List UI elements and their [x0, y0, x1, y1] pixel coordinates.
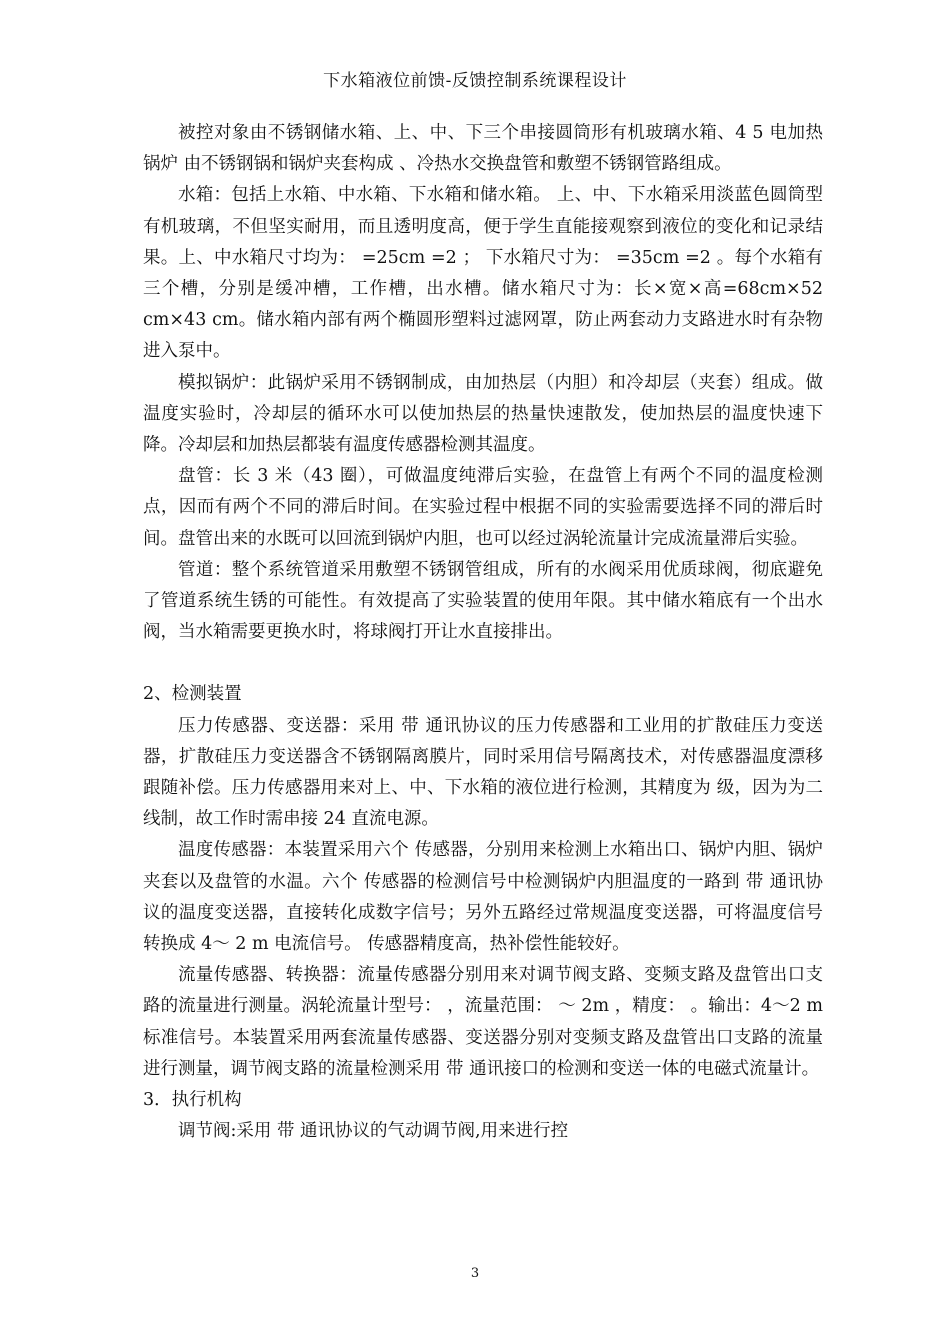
section-heading-actuator: 3．执行机构	[143, 1090, 242, 1111]
paragraph-boiler: 模拟锅炉：此锅炉采用不锈钢制成，由加热层（内胆）和冷却层（夹套）组成。做温度实验时，冷却层的循环水可以使加热层的热量快速散发，使加热层的温度快速下降。冷却层和加热层都装有温度传感器检测其温度。	[143, 372, 823, 456]
paragraph-water-tanks: 水箱：包括上水箱、中水箱、下水箱和储水箱。 上、中、下水箱采用淡蓝色圆筒型有机玻璃，不但坚实耐用，而且透明度高，便于学生直能接观察到液位的变化和记录结果。上、中水箱尺寸均为： =25cm =2 ； 下水箱尺寸为： =35cm =2 。每个水箱有三个槽，分别是缓冲槽，工作槽，出水槽。储水箱尺寸为：长×宽×高=68cm×52 cm×43 cm。储水箱内部有两个椭圆形塑料过滤网罩，防止两套动力支路进水时有杂物进入泵中。	[143, 185, 823, 362]
section-heading-detection: 2、检测装置	[143, 684, 242, 705]
paragraph-flow-sensor: 流量传感器、转换器：流量传感器分别用来对调节阀支路、变频支路及盘管出口支路的流量进行测量。涡轮流量计型号： ，流量范围： ～ 2m ，精度： 。输出：4～2 m 标准信号。本装置采用两套流量传感器、变送器分别对变频支路及盘管出口支路的流量进行测量，调节阀支路的流量检测采用 带 通讯接口的检测和变送一体的电磁式流量计。	[143, 965, 823, 1079]
paragraph-controlled-object: 被控对象由不锈钢储水箱、上、中、下三个串接圆筒形有机玻璃水箱、4 5 电加热锅炉 由不锈钢锅和锅炉夹套构成 、冷热水交换盘管和敷塑不锈钢管路组成。	[143, 123, 823, 175]
page-header: 下水箱液位前馈-反馈控制系统课程设计	[323, 71, 627, 91]
page-number: 3	[470, 1266, 480, 1281]
paragraph-pipes: 管道：整个系统管道采用敷塑不锈钢管组成，所有的水阀采用优质球阀，彻底避免了管道系统生锈的可能性。有效提高了实验装置的使用年限。其中储水箱底有一个出水阀，当水箱需要更换水时，将球阀打开让水直接排出。	[143, 559, 823, 643]
paragraph-coil: 盘管：长 3 米（43 圈），可做温度纯滞后实验，在盘管上有两个不同的温度检测点，因而有两个不同的滞后时间。在实验过程中根据不同的实验需要选择不同的滞后时间。盘管出来的水既可以回流到锅炉内胆，也可以经过涡轮流量计完成流量滞后实验。	[143, 466, 823, 549]
paragraph-control-valve: 调节阀:采用 带 通讯协议的气动调节阀,用来进行控	[178, 1121, 569, 1142]
paragraph-pressure-sensor: 压力传感器、变送器：采用 带 通讯协议的压力传感器和工业用的扩散硅压力变送器，扩散硅压力变送器含不锈钢隔离膜片，同时采用信号隔离技术，对传感器温度漂移跟随补偿。压力传感器用来对上、中、下水箱的液位进行检测，其精度为 级，因为为二线制，故工作时需串接 24 直流电源。	[143, 715, 823, 830]
paragraph-temperature-sensor: 温度传感器：本装置采用六个 传感器，分别用来检测上水箱出口、锅炉内胆、锅炉夹套以及盘管的水温。六个 传感器的检测信号中检测锅炉内胆温度的一路到 带 通讯协议的温度变送器，直接转化成数字信号；另外五路经过常规温度变送器，可将温度信号转换成 4～ 2 m 电流信号。 传感器精度高，热补偿性能较好。	[143, 840, 823, 955]
section-gap	[143, 648, 823, 679]
document-body	[143, 118, 823, 1148]
